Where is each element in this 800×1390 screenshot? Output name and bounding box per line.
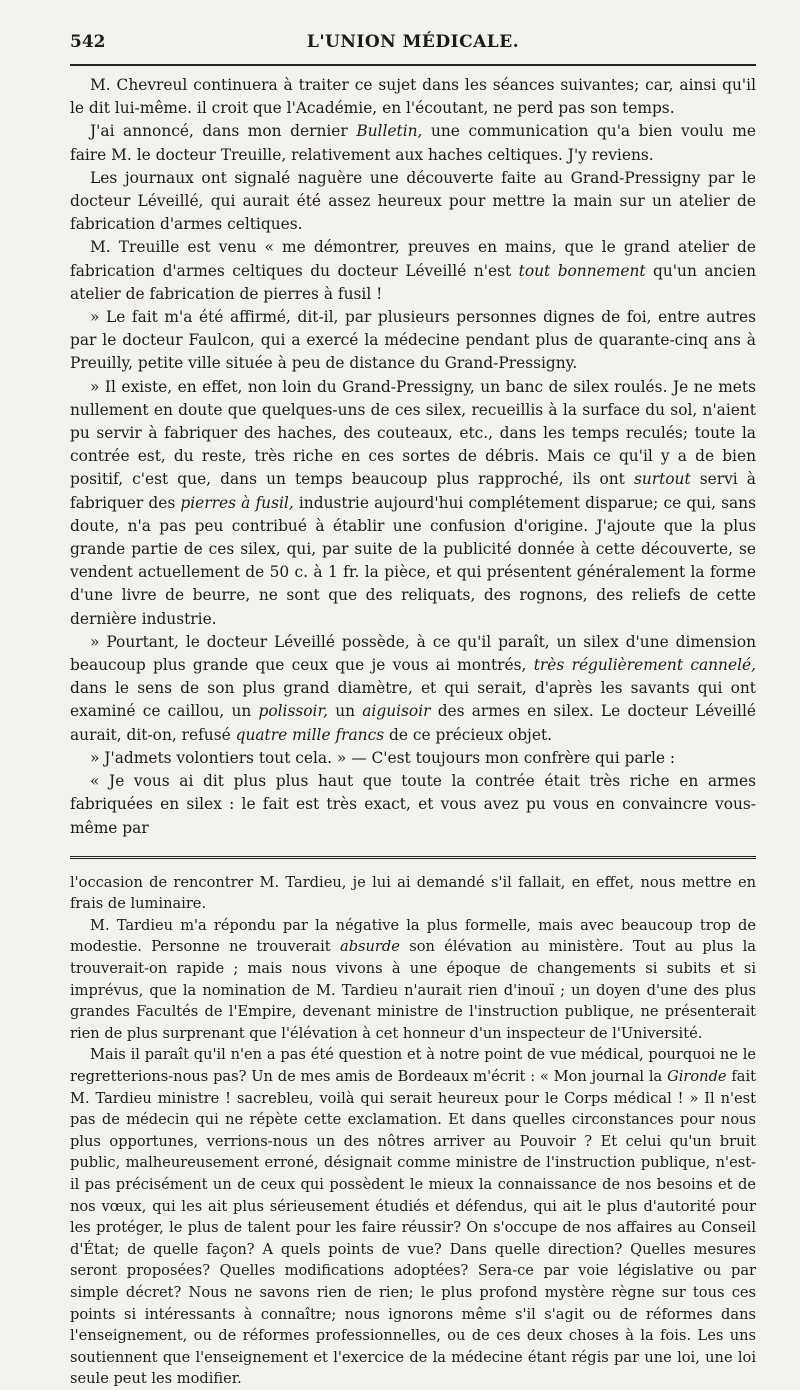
article-paragraph-4: M. Treuille est venu « me démontrer, preuves en mains, que le grand atelier de fabrication d'armes celtiques du docteur Léveillé n'est tout bonnement qu'un ancien atelier de fabrication de pierres à fusil ! (70, 238, 756, 303)
header-rule (70, 64, 756, 66)
article-paragraph-2: J'ai annoncé, dans mon dernier Bulletin, une communication qu'a bien voulu me faire M. le docteur Treuille, relativement aux haches celtiques. J'y reviens. (70, 122, 756, 164)
article-paragraph-5: » Le fait m'a été affirmé, dit-il, par plusieurs personnes dignes de foi, entre autres par le docteur Faulcon, qui a exercé la médecine pendant plus de quarante-cinq ans à Preuilly, petite ville située à peu de distance du Grand-Pressigny. (70, 308, 756, 373)
feuilleton-body (70, 872, 756, 1390)
page-header (70, 26, 756, 56)
feuilleton-paragraph-2: M. Tardieu m'a répondu par la négative la plus formelle, mais avec beaucoup trop de modestie. Personne ne trouverait absurde son élévation au ministère. Tout au plus la trouverait-on rapide ; mais nous vivons à une époque de changements si subits et si imprévus, que la nomination de M. Tardieu n'aurait rien d'inouï ; un doyen d'une des plus grandes Facultés de l'Empire, devenant ministre de l'instruction publique, ne présenterait rien de plus surprenant que l'élévation à cet honneur d'un inspecteur de l'Université. (70, 916, 757, 1042)
article-paragraph-6: » Il existe, en effet, non loin du Grand-Pressigny, un banc de silex roulés. Je ne mets nullement en doute que quelques-uns de ces silex, recueillis à la surface du sol, n'aient pu servir à fabriquer des haches, des couteaux, etc., dans les temps reculés; toute la contrée est, du reste, très riche en ces sortes de débris. Mais ce qu'il y a de bien positif, c'est que, dans un temps beaucoup plus rapproché, ils ont surtout servi à fabriquer des pierres à fusil, industrie aujourd'hui complétement disparue; ce qui, sans doute, n'a pas peu contribué à établir une confusion d'origine. J'ajoute que la plus grande partie de ces silex, qui, par suite de la publicité donnée à cette découverte, se vendent actuellement de 50 c. à 1 fr. la pièce, et qui présentent généralement la forme d'une livre de beurre, ne sont que des reliquats, des rognons, des reliefs de cette dernière industrie. (70, 377, 756, 628)
feuilleton-paragraph-1: l'occasion de rencontrer M. Tardieu, je lui ai demandé s'il fallait, en effet, nous mettre en frais de luminaire. (70, 873, 756, 913)
italic-absurde: absurde (340, 938, 400, 956)
italic-bulletin: Bulletin, (356, 122, 423, 141)
italic-aiguisoir: aiguisoir (362, 702, 431, 721)
article-paragraph-7: » Pourtant, le docteur Léveillé possède, à ce qu'il paraît, un silex d'une dimension beaucoup plus grande que ceux que je vous ai montrés, très régulièrement cannelé, dans le sens de son plus grand diamètre, et qui serait, d'après les savants qui ont examiné ce caillou, un polissoir, un aiguisoir des armes en silex. Le docteur Léveillé aurait, dit-on, refusé quatre mille francs de ce précieux objet. (70, 632, 756, 744)
italic-surtout: surtout (633, 470, 691, 489)
running-title: L'UNION MÉDICALE. (306, 32, 520, 52)
article-paragraph-8: » J'admets volontiers tout cela. » — C'est toujours mon confrère qui parle : (90, 748, 676, 767)
article-body (70, 74, 756, 840)
italic-polissoir: polissoir, (258, 702, 329, 721)
italic-pierres-a-fusil: pierres à fusil, (180, 493, 294, 512)
page-number: 542 (70, 32, 106, 52)
feuilleton-separator (70, 856, 756, 862)
italic-tout-bonnement: tout bonnement (518, 261, 646, 280)
article-paragraph-9: « Je vous ai dit plus plus haut que toute la contrée était très riche en armes fabriquées en silex : le fait est très exact, et vous avez pu vous en convaincre vous-même par (70, 772, 756, 837)
article-paragraph-1: M. Chevreul continuera à traiter ce sujet dans les séances suivantes; car, ainsi qu'il le dit lui-même. il croit que l'Académie, en l'écoutant, ne perd pas son temps. (70, 76, 756, 118)
article-paragraph-3: Les journaux ont signalé naguère une découverte faite au Grand-Pressigny par le docteur Léveillé, qui aurait été assez heureux pour mettre la main sur un atelier de fabrication d'armes celtiques. (70, 168, 756, 234)
italic-cannele: très régulièrement cannelé, (533, 656, 756, 675)
feuilleton-paragraph-3: Mais il paraît qu'il n'en a pas été question et à notre point de vue médical, pourquoi ne le regretterions-nous pas? Un de mes amis de Bordeaux m'écrit : « Mon journal la Gironde fait M. Tardieu ministre ! sacrebleu, voilà qui serait heureux pour le Corps médical ! » Il n'est pas de médecin qui ne répète cette exclamation. Et dans quelles circonstances pour nous plus opportunes, verrions-nous un des nôtres arriver au Pouvoir ? Et celui qu'un bruit public, malheureusement erroné, désignait comme ministre de l'instruction publique, n'est-il pas précisément un de ceux qui possèdent le mieux la connaissance de nos besoins et de nos vœux, qui les ait plus sérieusement étudiés et défendus, qui ait le plus d'autorité pour les protéger, le plus de talent pour les faire réussir? On s'occupe de nos affaires au Conseil d'État; de quelle façon? A quels points de vue? Dans quelle direction? Quelles mesures seront proposées? Quelles modifications adoptées? Sera-ce par voie législative ou par simple décret? Nous ne savons rien de rien; le plus profond mystère règne sur tous ces points si intéressants à connaître; nous ignorons même s'il s'agit ou de réformes dans l'enseignement, ou de réformes professionnelles, ou de ces deux choses à la fois. Les uns soutiennent que l'enseignement et l'exercice de la médecine étant régis par une loi, une loi seule peut les modifier. (70, 1046, 756, 1388)
italic-gironde: Gironde (667, 1068, 727, 1086)
italic-quatre-mille-francs: quatre mille francs (235, 725, 385, 744)
